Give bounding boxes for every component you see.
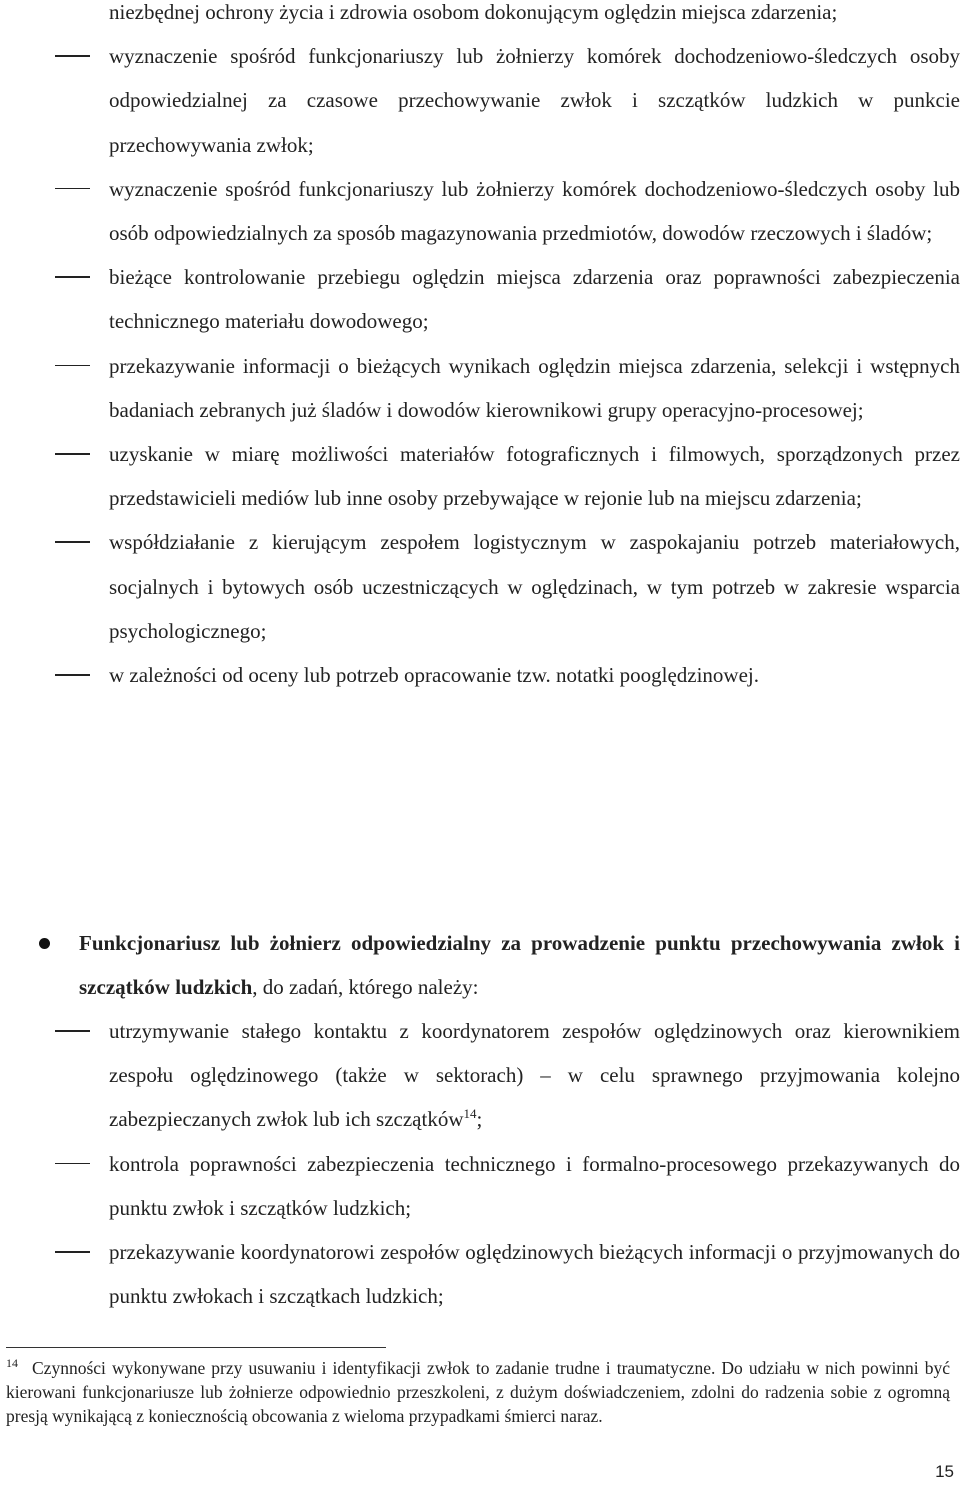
list-item: wyznaczenie spośród funkcjonariuszy lub żołnierzy komórek dochodzeniowo-śledczych osoby odpowiedzialnej za czasowe przechowywanie zwłok i szczątków ludzkich w punkcie przechowywania zwłok; bbox=[0, 34, 960, 167]
page-number: 15 bbox=[935, 1462, 954, 1481]
task-list-1 bbox=[0, 0, 960, 697]
dash-bullet-icon bbox=[55, 674, 90, 676]
dash-bullet-icon bbox=[55, 55, 90, 57]
footnote-separator bbox=[6, 1347, 386, 1348]
continuation-text: niezbędnej ochrony życia i zdrowia osobom dokonującym oględzin miejsca zdarzenia; bbox=[109, 0, 838, 24]
bullet-paragraph bbox=[0, 921, 960, 1009]
role-heading: Funkcjonariusz lub żołnierz odpowiedzialny za prowadzenie punktu przechowywania zwłok i szczątków ludzkich bbox=[79, 931, 960, 999]
list-item: w zależności od oceny lub potrzeb opracowanie tzw. notatki pooględzinowej. bbox=[0, 653, 960, 697]
list-item: bieżące kontrolowanie przebiegu oględzin miejsca zdarzenia oraz poprawności zabezpieczenia technicznego materiału dowodowego; bbox=[0, 255, 960, 343]
list-item: wyznaczenie spośród funkcjonariuszy lub żołnierzy komórek dochodzeniowo-śledczych osoby lub osób odpowiedzialnych za sposób magazynowania przedmiotów, dowodów rzeczowych i śladów; bbox=[0, 167, 960, 255]
dash-bullet-icon bbox=[55, 1251, 90, 1253]
list-item: kontrola poprawności zabezpieczenia technicznego i formalno-procesowego przekazywanych do punktu zwłok i szczątków ludzkich; bbox=[0, 1142, 960, 1230]
dash-bullet-icon bbox=[55, 276, 90, 278]
list-item: przekazywanie koordynatorowi zespołów oględzinowych bieżących informacji o przyjmowanych do punktu zwłokach i szczątkach ludzkich; bbox=[0, 1230, 960, 1318]
dash-bullet-icon bbox=[55, 365, 90, 367]
footnote-number: 14 bbox=[6, 1356, 18, 1371]
footnote-text: Czynności wykonywane przy usuwaniu i identyfikacji zwłok to zadanie trudne i traumatyczne. Do udziału w nich powinni być kierowani funkcjonariusze lub żołnierze odpowiednio przeszkoleni, z dużym doświadczeniem, zdolni do radzenia sobie z ogromną presją wynikającą z koniecznością obcowania z wieloma przypadkami śmierci naraz. bbox=[6, 1358, 950, 1426]
dash-bullet-icon bbox=[55, 188, 90, 190]
list-item: uzyskanie w miarę możliwości materiałów fotograficznych i filmowych, sporządzonych przez przedstawicieli mediów lub inne osoby przebywające w rejonie lub na miejscu zdarzenia; bbox=[0, 432, 960, 520]
dash-bullet-icon bbox=[55, 1030, 90, 1032]
dash-bullet-icon bbox=[55, 453, 90, 455]
dash-bullet-icon bbox=[55, 541, 90, 543]
task-list-2 bbox=[0, 921, 960, 1318]
bullet-dot-icon bbox=[39, 938, 50, 949]
list-item: współdziałanie z kierującym zespołem logistycznym w zaspokajaniu potrzeb materiałowych, socjalnych i bytowych osób uczestniczących w oględzinach, w tym potrzeb w zakresie wsparcia psychologicznego; bbox=[0, 520, 960, 653]
role-heading-rest: , do zadań, którego należy: bbox=[252, 975, 479, 999]
list-item: przekazywanie informacji o bieżących wynikach oględzin miejsca zdarzenia, selekcji i wstępnych badaniach zebranych już śladów i dowodów kierownikowi grupy operacyjno-procesowej; bbox=[0, 344, 960, 432]
list-item: utrzymywanie stałego kontaktu z koordynatorem zespołów oględzinowych oraz kierownikiem zespołu oględzinowego (także w sektorach) ‒ w celu sprawnego przyjmowania kolejno zabezpieczanych zwłok lub ich szczątków$^{14}$; bbox=[0, 1009, 960, 1142]
dash-bullet-icon bbox=[55, 1163, 90, 1165]
footnote bbox=[6, 1356, 950, 1428]
footnote-reference[interactable]: 14 bbox=[463, 1106, 477, 1122]
